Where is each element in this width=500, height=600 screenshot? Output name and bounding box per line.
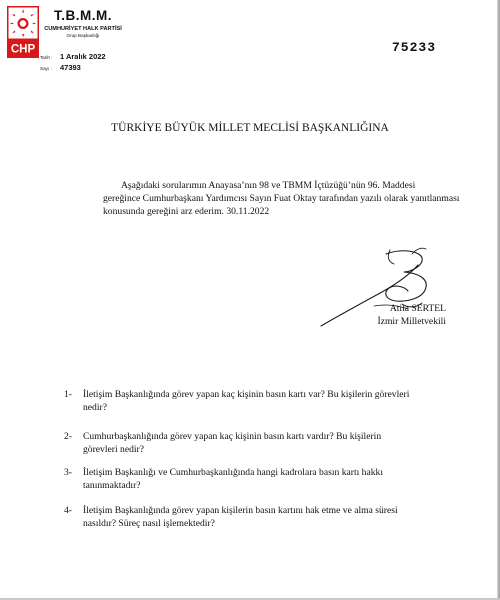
question-line: nedir? [83, 402, 107, 413]
question-line: İletişim Başkanlığı ve Cumhurbaşkanlığında hangi kadrolara basın kartı hakkı [83, 467, 384, 478]
signer-name: Atila SERTEL [389, 303, 446, 314]
body-paragraph [103, 179, 460, 218]
question-line: İletişim Başkanlığında görev yapan kişilerin basın kartını hak etme ve alma süresi [83, 505, 398, 516]
question-number: 2- [64, 431, 72, 442]
question-number: 4- [64, 505, 72, 516]
signer-title: İzmir Milletvekili [377, 315, 446, 327]
question-line: görevleri nedir? [83, 444, 144, 455]
question-line: nasıldır? Süreç nasıl işlemektedir? [83, 518, 215, 529]
letterhead-group: Grup Başkanlığı [66, 33, 100, 38]
question-text [83, 466, 453, 492]
document-number: 75233 [392, 40, 437, 55]
date-value: 1 Aralık 2022 [60, 52, 106, 61]
question-text [83, 504, 453, 530]
question-line: Cumhurbaşkanlığında görev yapan kaç kişinin basın kartı vardır? Bu kişilerin [83, 431, 382, 442]
signer-block [362, 303, 446, 328]
question-line: tanınmaktadır? [83, 480, 141, 491]
chp-logo [7, 6, 39, 58]
addressee-heading: TÜRKİYE BÜYÜK MİLLET MECLİSİ BAŞKANLIĞINA [111, 122, 389, 134]
number-row [40, 57, 81, 75]
letterhead [38, 9, 128, 39]
date-label: Tarih : [40, 55, 53, 60]
logo-text: CHP [10, 43, 36, 56]
question-text [83, 430, 453, 456]
question-number: 1- [64, 389, 72, 400]
number-label: Sayı : [40, 66, 52, 71]
question-text [83, 388, 453, 414]
question-number: 3- [64, 467, 72, 478]
body-line: gereğince Cumhurbaşkanı Yardımcısı Sayın Fuat Oktay tarafından yazılı olarak yanıtlanması [103, 193, 460, 204]
number-value: 47393 [60, 63, 81, 72]
body-line: konusunda gereğini arz ederim. 30.11.2022 [103, 206, 270, 217]
question-line: İletişim Başkanlığında görev yapan kaç kişinin basın kartı var? Bu kişilerin görevleri [83, 389, 410, 400]
letterhead-title: T.B.M.M. [54, 8, 112, 23]
letterhead-party: CUMHURİYET HALK PARTİSİ [44, 26, 122, 32]
body-line: Aşağıdaki sorularımın Anayasa’nın 98 ve TBMM İçtüzüğü’nün 96. Maddesi [121, 180, 416, 191]
